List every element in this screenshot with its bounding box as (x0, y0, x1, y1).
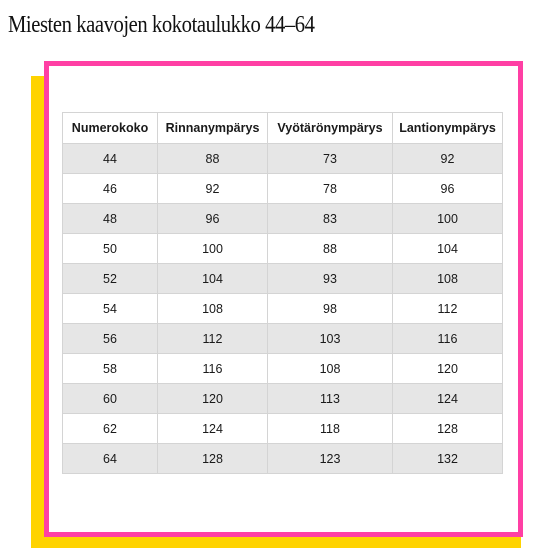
cell-chest: 116 (158, 354, 268, 384)
cell-hip: 120 (393, 354, 503, 384)
table-row (63, 324, 503, 354)
cell-chest: 96 (158, 204, 268, 234)
cell-waist: 83 (268, 204, 393, 234)
cell-waist: 98 (268, 294, 393, 324)
cell-chest: 92 (158, 174, 268, 204)
page-title: Miesten kaavojen kokotaulukko 44–64 (8, 12, 315, 38)
table-row (63, 174, 503, 204)
header-size: Numerokoko (63, 113, 158, 144)
cell-size: 56 (63, 324, 158, 354)
cell-size: 50 (63, 234, 158, 264)
table-row (63, 294, 503, 324)
cell-waist: 73 (268, 144, 393, 174)
cell-chest: 120 (158, 384, 268, 414)
header-chest: Rinnanympärys (158, 113, 268, 144)
table-row (63, 144, 503, 174)
cell-waist: 93 (268, 264, 393, 294)
cell-waist: 103 (268, 324, 393, 354)
cell-waist: 123 (268, 444, 393, 474)
cell-hip: 108 (393, 264, 503, 294)
cell-size: 44 (63, 144, 158, 174)
cell-hip: 128 (393, 414, 503, 444)
table-row (63, 264, 503, 294)
cell-chest: 112 (158, 324, 268, 354)
table-body (63, 144, 503, 474)
cell-hip: 96 (393, 174, 503, 204)
cell-size: 60 (63, 384, 158, 414)
cell-hip: 112 (393, 294, 503, 324)
table-row (63, 384, 503, 414)
header-hip: Lantionympärys (393, 113, 503, 144)
cell-waist: 113 (268, 384, 393, 414)
cell-hip: 100 (393, 204, 503, 234)
cell-size: 64 (63, 444, 158, 474)
cell-chest: 124 (158, 414, 268, 444)
table-row (63, 354, 503, 384)
cell-hip: 132 (393, 444, 503, 474)
table-header-row (63, 113, 503, 144)
table-row (63, 204, 503, 234)
cell-chest: 108 (158, 294, 268, 324)
cell-size: 54 (63, 294, 158, 324)
cell-waist: 78 (268, 174, 393, 204)
cell-chest: 100 (158, 234, 268, 264)
size-chart-table (62, 112, 503, 474)
cell-size: 48 (63, 204, 158, 234)
cell-size: 46 (63, 174, 158, 204)
cell-waist: 108 (268, 354, 393, 384)
cell-hip: 116 (393, 324, 503, 354)
cell-size: 58 (63, 354, 158, 384)
table-row (63, 444, 503, 474)
cell-hip: 124 (393, 384, 503, 414)
cell-size: 52 (63, 264, 158, 294)
cell-waist: 88 (268, 234, 393, 264)
cell-waist: 118 (268, 414, 393, 444)
cell-hip: 104 (393, 234, 503, 264)
table-row (63, 414, 503, 444)
cell-size: 62 (63, 414, 158, 444)
cell-chest: 104 (158, 264, 268, 294)
table-row (63, 234, 503, 264)
cell-chest: 88 (158, 144, 268, 174)
cell-hip: 92 (393, 144, 503, 174)
header-waist: Vyötärönympärys (268, 113, 393, 144)
cell-chest: 128 (158, 444, 268, 474)
